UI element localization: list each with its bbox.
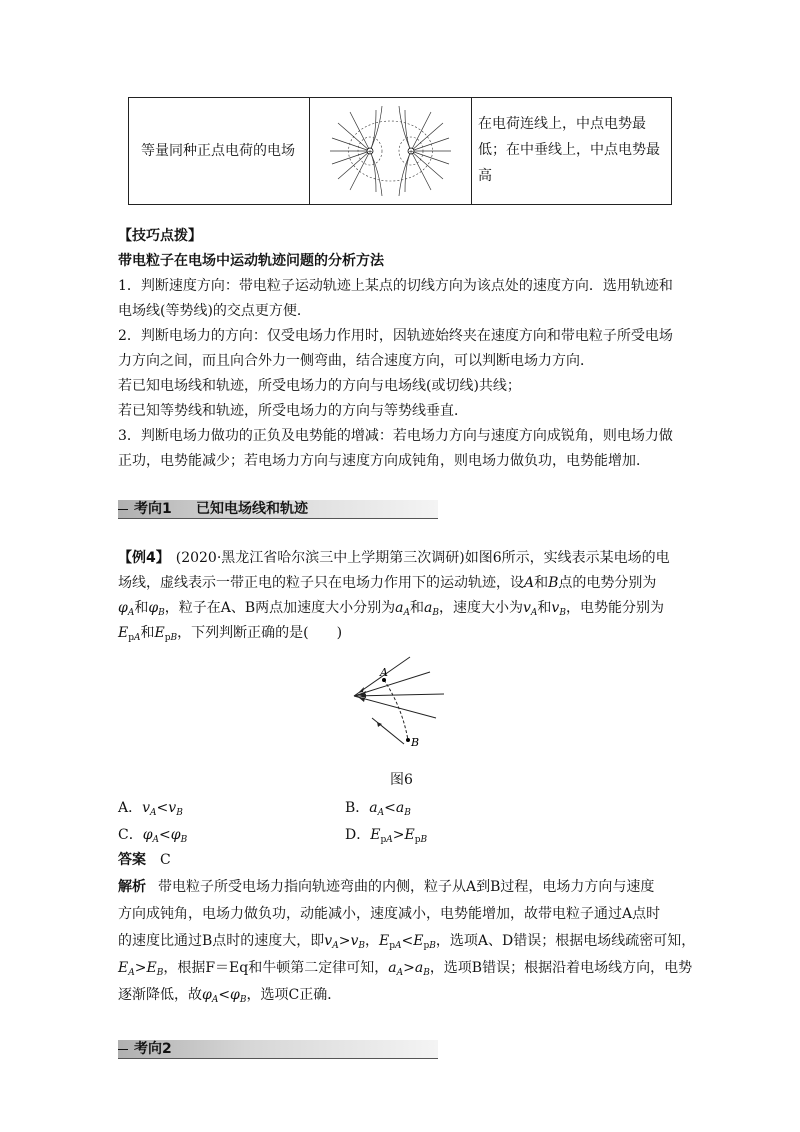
- tips-line-2: 电场线(等势线)的交点更方便．: [118, 303, 311, 319]
- answer-line: [118, 850, 171, 870]
- analysis-line-2: 方向成钝角，电场力做负功，动能减小，速度减小，电势能增加，故带电粒子通过A点时: [118, 906, 661, 922]
- tips-line-6: 若已知等势线和轨迹，所受电场力的方向与等势线垂直．: [118, 403, 468, 419]
- option-a: A．$v_A<v_B$: [118, 800, 183, 818]
- tips-line-3: 2．判断电场力的方向：仅受电场力作用时，因轨迹始终夹在速度方向和带电粒子所受电场: [118, 328, 673, 344]
- option-b: B．$a_A<a_B$: [345, 800, 411, 818]
- figure-caption: 图6: [390, 772, 413, 788]
- example-text-1: (2020·黑龙江省哈尔滨三中上学期第三次调研)如图6所示，实线表示某电场的电: [175, 550, 670, 566]
- tips-line-7: 3．判断电场力做功的正负及电势能的增减：若电场力方向与速度方向成锐角，则电场力做: [118, 428, 673, 444]
- section-label: 考向1: [134, 501, 172, 517]
- table-cell-desc: [472, 98, 671, 204]
- option-c: C．$\varphi_A<\varphi_B$: [118, 827, 188, 845]
- section-header-2: [118, 1040, 438, 1058]
- example-line-4: $E_{pA}$和$E_{pB}$，下列判断正确的是( ): [118, 625, 343, 643]
- analysis-line-5: 逐渐降低，故$\varphi_A<\varphi_B$，选项C正确．: [118, 987, 342, 1005]
- point-b-label: B: [411, 736, 420, 749]
- example-line-1: [118, 548, 670, 568]
- tips-heading: 【技巧点拨】: [118, 228, 202, 244]
- example-tag: 【例4】: [118, 550, 170, 566]
- table-cell-figure: [310, 98, 471, 204]
- table-field-name: 等量同种正点电荷的电场: [141, 143, 295, 159]
- svg-text:+: +: [408, 149, 414, 156]
- option-d: D．$E_{pA}>E_{pB}$: [345, 827, 428, 845]
- point-a-label: A: [380, 666, 388, 679]
- tips-line-4: 力方向之间，而且向合外力一侧弯曲，结合速度方向，可以判断电场力方向．: [118, 353, 594, 369]
- section-header-1: [118, 500, 438, 518]
- answer-value: C: [160, 852, 171, 868]
- table-cell-name: [129, 98, 309, 204]
- analysis-label: 解析: [118, 879, 146, 895]
- table-desc-line-3: 高: [478, 168, 492, 184]
- analysis-line-4: $E_A>E_B$，根据F＝Eq和牛顿第二定律可知，$a_A>a_B$，选项B错误；根据沿着电场线方向，电势: [118, 960, 693, 978]
- answer-label: 答案: [118, 852, 146, 868]
- example-line-2: 场线，虚线表示一带正电的粒子只在电场力作用下的运动轨迹，设A和B点的电势分别为: [118, 575, 657, 591]
- tips-line-8: 正功，电势能减少；若电场力方向与速度方向成钝角，则电场力做负功，电势能增加．: [118, 453, 650, 469]
- figure-6: [340, 652, 470, 757]
- table-desc-line-2: 低；在中垂线上，中点电势最: [478, 142, 660, 158]
- tips-subheading: 带电粒子在电场中运动轨迹问题的分析方法: [118, 253, 384, 269]
- field-lines-figure: [310, 98, 471, 204]
- section-label: 考向2: [134, 1041, 172, 1057]
- tips-line-1: 1．判断速度方向：带电粒子运动轨迹上某点的切线方向为该点处的速度方向．选用轨迹和: [118, 278, 673, 294]
- analysis-line-3: 的速度比通过B点时的速度大，即$v_A>v_B$，$E_{pA}<E_{pB}$，选项A、D错误；根据电场线疏密可知，: [118, 933, 696, 951]
- example-line-3: $\varphi_A$和$\varphi_B$，粒子在A、B两点加速度大小分别为$a_A$和$a_B$，速度大小为$v_A$和$v_B$，电势能分别为: [118, 600, 664, 618]
- svg-text:+: +: [367, 149, 373, 156]
- field-table: [128, 97, 672, 205]
- analysis-line-1: 解析 带电粒子所受电场力指向轨迹弯曲的内侧，粒子从A到B过程，电场力方向与速度: [118, 879, 655, 895]
- section-title: 已知电场线和轨迹: [196, 501, 308, 517]
- tips-line-5: 若已知电场线和轨迹，所受电场力的方向与电场线(或切线)共线；: [118, 378, 521, 394]
- table-desc-line-1: 在电荷连线上，中点电势最: [478, 116, 646, 132]
